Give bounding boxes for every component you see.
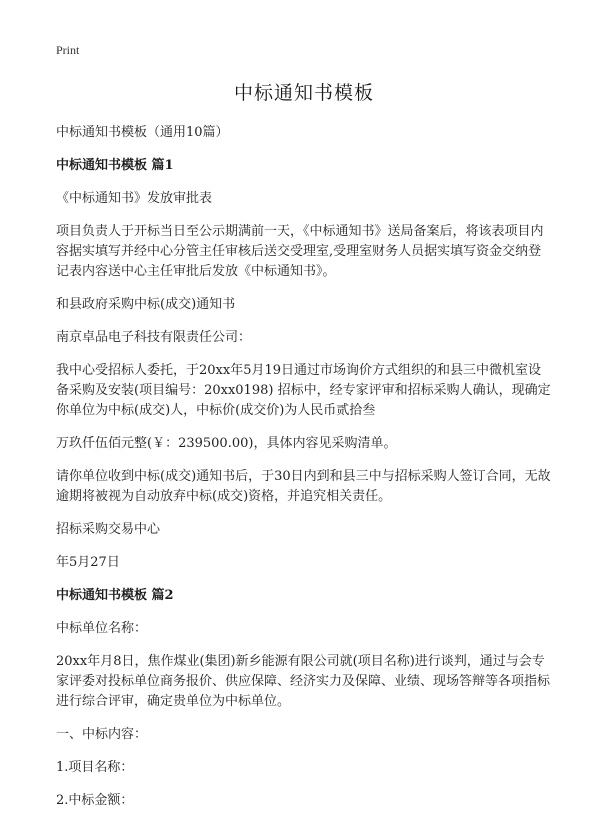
section-1-paragraph: 《中标通知书》发放审批表 bbox=[56, 191, 213, 206]
section-2-paragraph: 20xx年月8日，焦作煤业(集团)新乡能源有限公司就(项目名称)进行谈判，通过与会专家评委对投标单位商务报价、供应保障、经济实力及保障、业绩、现场答辩等各项指标进行综合评审，确定贵单位为中标单位。 bbox=[56, 654, 551, 709]
section-2-paragraph: 一、中标内容： bbox=[56, 727, 148, 742]
section-1-paragraph: 招标采购交易中心 bbox=[56, 522, 161, 537]
section-1-paragraph: 年5月27日 bbox=[56, 555, 120, 570]
section-1-paragraph: 项目负责人于开标当日至公示期满前一天，《中标通知书》送局备案后，将该表项目内容据实填写并经中心分管主任审核后送交受理室,受理室财务人员据实填写资金交纳登记表内容送中心主任审批后发放《中标通知书》。 bbox=[56, 224, 544, 279]
section-1-paragraph: 南京卓品电子科技有限责任公司： bbox=[56, 330, 252, 345]
section-1-paragraph: 我中心受招标人委托，于20xx年5月19日通过市场询价方式组织的和县三中微机室设备采购及安装(项目编号：20xx0198) 招标中，经专家评审和招标采购人确认，现确定你单位为中标(成交)人，中标价(成交价)为人民币贰拾叁 bbox=[56, 363, 551, 418]
section-1-heading: 中标通知书模板 篇1 bbox=[56, 158, 174, 173]
section-2-paragraph: 1.项目名称： bbox=[56, 760, 134, 775]
section-1-paragraph: 和县政府采购中标(成交)通知书 bbox=[56, 297, 236, 312]
section-2-paragraph: 2.中标金额： bbox=[56, 793, 134, 808]
section-1-paragraph: 请你单位收到中标(成交)通知书后，于30日内到和县三中与招标采购人签订合同，无故逾期将被视为自动放弃中标(成交)资格，并追究相关责任。 bbox=[56, 469, 551, 504]
document-subtitle: 中标通知书模板（通用10篇） bbox=[56, 125, 229, 140]
section-2-paragraph: 中标单位名称： bbox=[56, 621, 148, 636]
print-label[interactable]: Print bbox=[56, 43, 80, 57]
document-title: 中标通知书模板 bbox=[233, 82, 374, 104]
section-2-heading: 中标通知书模板 篇2 bbox=[56, 588, 174, 603]
section-1-paragraph: 万玖仟伍佰元整(￥：239500.00)，具体内容见采购清单。 bbox=[56, 436, 397, 451]
